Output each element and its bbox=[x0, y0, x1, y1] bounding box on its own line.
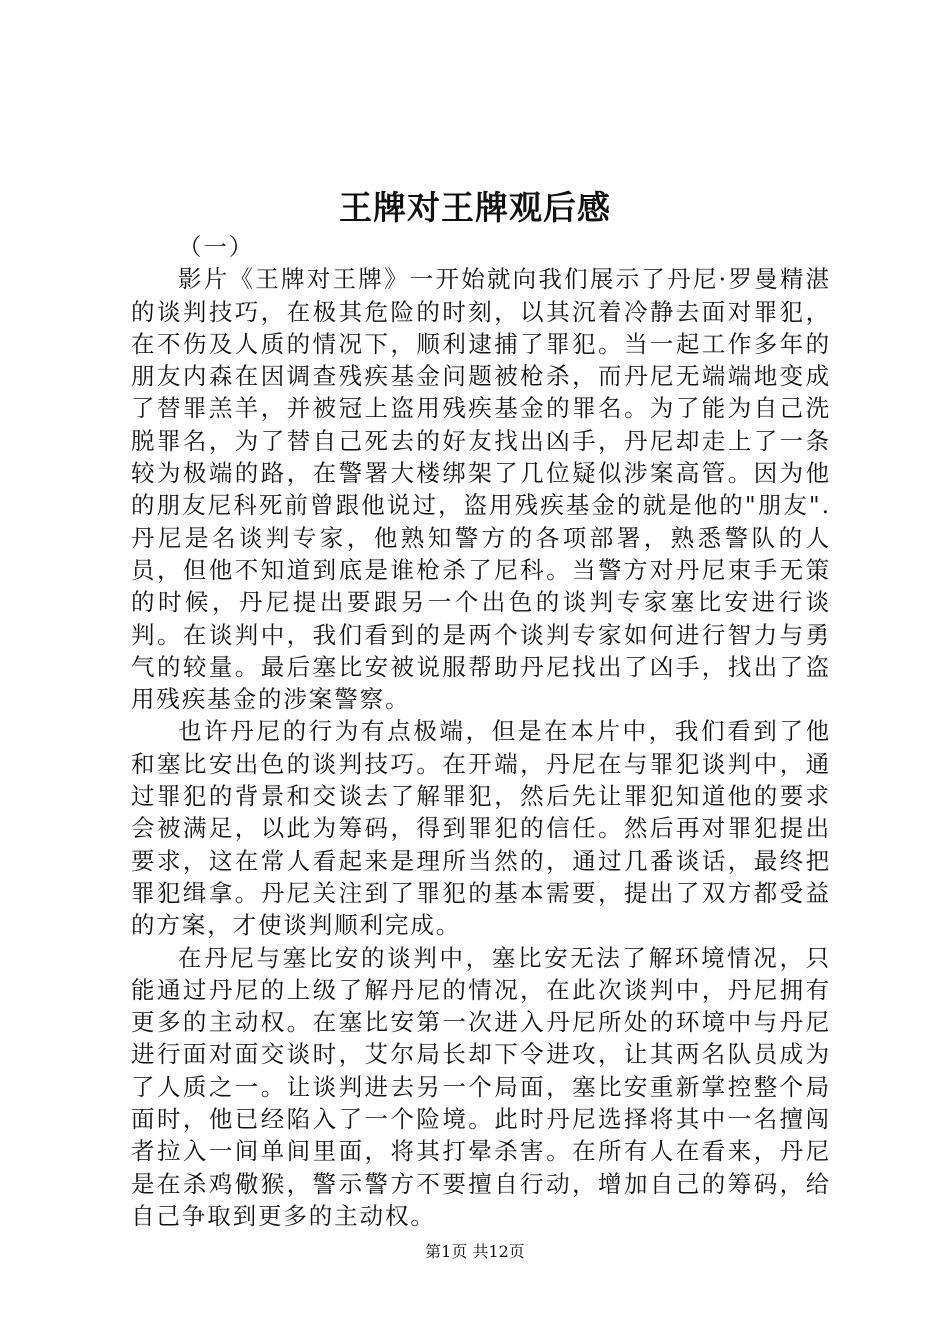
paragraph-2: 也许丹尼的行为有点极端，但是在本片中，我们看到了他和塞比安出色的谈判技巧。在开端，丹尼在与罪犯谈判中，通过罪犯的背景和交谈去了解罪犯，然后先让罪犯知道他的要求会被满足，以此为筹码，得到罪犯的信任。然后再对罪犯提出要求，这在常人看起来是理所当然的，通过几番谈话，最终把罪犯缉拿。丹尼关注到了罪犯的基本需要，提出了双方都受益的方案，才使谈判顺利完成。 bbox=[131, 717, 831, 940]
document-title: 王牌对王牌观后感 bbox=[339, 188, 611, 227]
paragraph-3: 在丹尼与塞比安的谈判中，塞比安无法了解环境情况，只能通过丹尼的上级了解丹尼的情况，在此次谈判中，丹尼拥有更多的主动权。在塞比安第一次进入丹尼所处的环境中与丹尼进行面对面交谈时，艾尔局长却下令进攻，让其两名队员成为了人质之一。让谈判进去另一个局面，塞比安重新掌控整个局面时，他已经陷入了一个险境。此时丹尼选择将其中一名擅闯者拉入一间单间里面，将其打晕杀害。在所有人在看来，丹尼是在杀鸡儆猴，警示警方不要擅自行动，增加自己的筹码，给自己争取到更多的主动权。 bbox=[131, 943, 831, 1230]
paragraph-1: 影片《王牌对王牌》一开始就向我们展示了丹尼·罗曼精湛的谈判技巧，在极其危险的时刻，以其沉着冷静去面对罪犯，在不伤及人质的情况下，顺利逮捕了罪犯。当一起工作多年的朋友内森在因调查残疾基金问题被枪杀，而丹尼无端端地变成了替罪羔羊，并被冠上盗用残疾基金的罪名。为了能为自己洗脱罪名，为了替自己死去的好友找出凶手，丹尼却走上了一条较为极端的路，在警署大楼绑架了几位疑似涉案高管。因为他的朋友尼科死前曾跟他说过，盗用残疾基金的就是他的"朋友".丹尼是名谈判专家，他熟知警方的各项部署，熟悉警队的人员，但他不知道到底是谁枪杀了尼科。当警方对丹尼束手无策的时候，丹尼提出要跟另一个出色的谈判专家塞比安进行谈判。在谈判中，我们看到的是两个谈判专家如何进行智力与勇气的较量。最后塞比安被说服帮助丹尼找出了凶手，找出了盗用残疾基金的涉案警察。 bbox=[131, 265, 831, 714]
section-label: （一） bbox=[178, 233, 255, 261]
document-body bbox=[131, 231, 831, 1232]
page-footer: 第1页 共12页 bbox=[425, 1242, 525, 1261]
